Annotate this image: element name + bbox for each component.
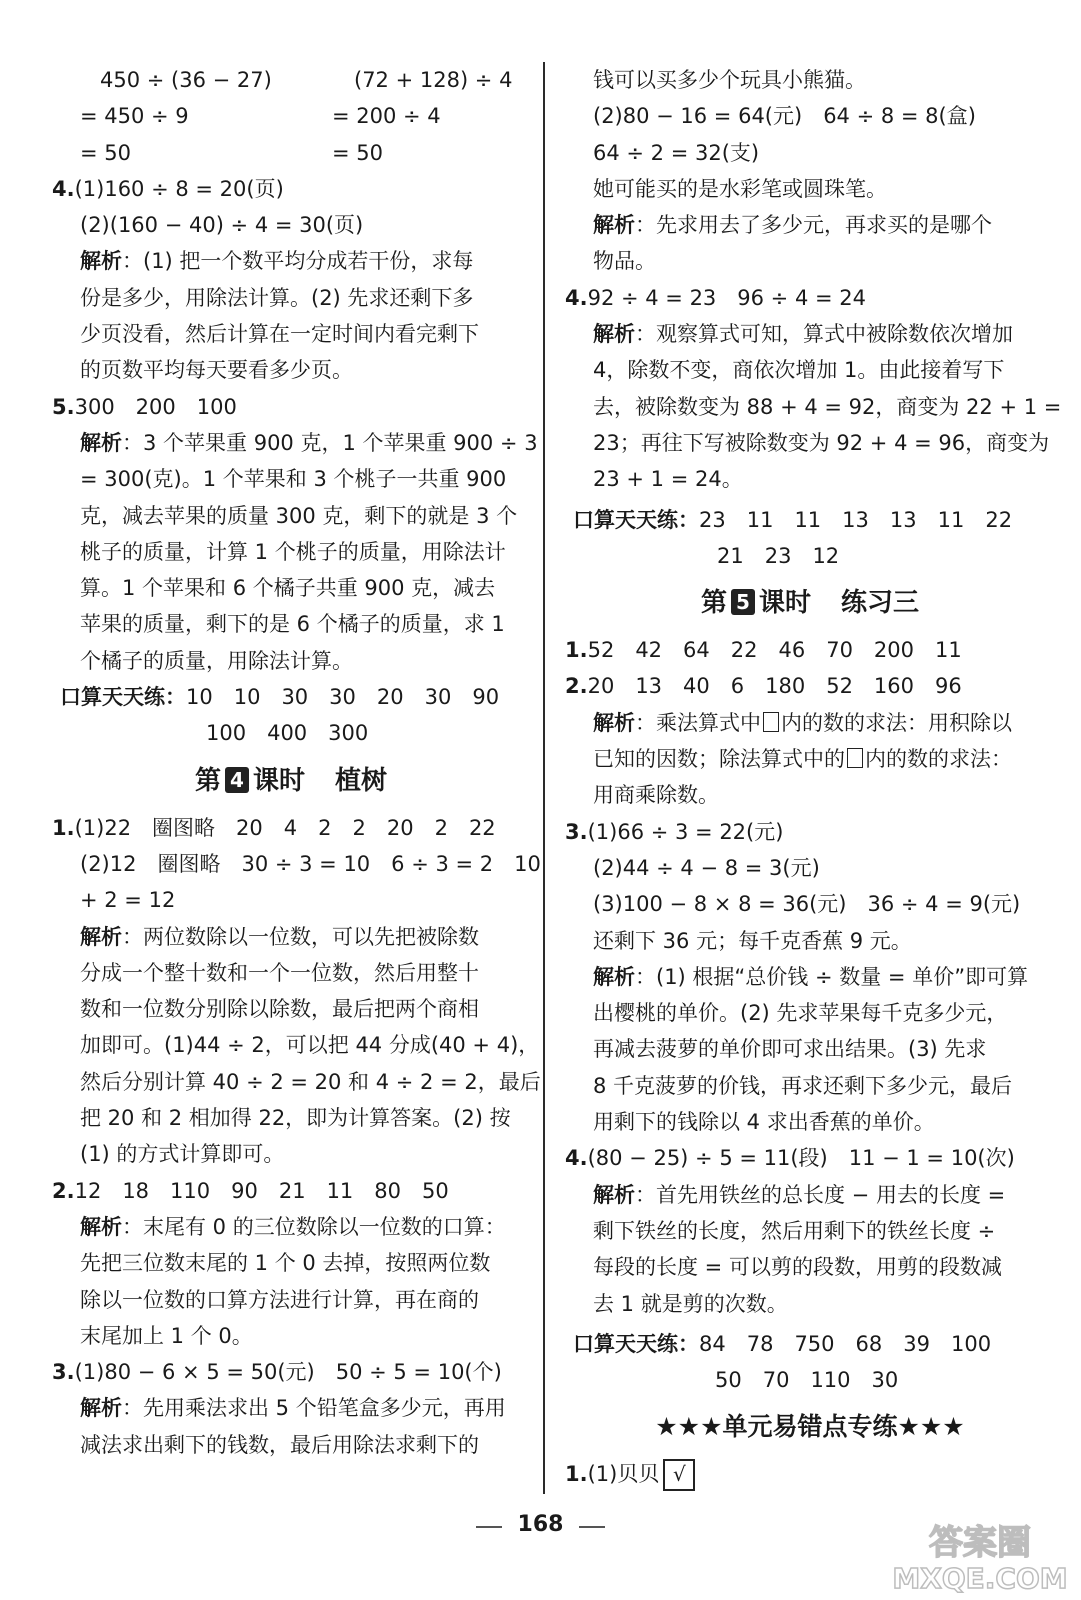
q4-explanation [565, 316, 1055, 352]
explanation-line: 每段的长度 = 可以剪的段数，用剪的段数减 [593, 1255, 1002, 1280]
explanation-line: 苹果的质量，剩下的是 6 个橘子的质量，求 1 [80, 612, 505, 637]
answer-text: 52 42 64 22 46 70 200 11 [587, 638, 962, 663]
calc-row-2 [52, 98, 530, 134]
explanation-line: 算。1 个苹果和 6 个橘子共重 900 克，减去 [80, 576, 496, 601]
explanation-line: 加即可。(1)44 ÷ 2，可以把 44 分成(40 + 4)， [80, 1033, 540, 1058]
answer-line: 她可能买的是水彩笔或圆珠笔。 [593, 176, 887, 201]
q5-explanation [52, 425, 538, 461]
e3-answer-4: 还剩下 36 元；每千克香蕉 9 元。 [593, 928, 912, 953]
calc-a-line: 450 ÷ (36 − 27) [100, 68, 272, 92]
kousuan-values: 10 10 30 30 20 30 90 [186, 685, 500, 710]
question-number: 3. [565, 819, 588, 844]
answer-text: 20 13 40 6 180 52 160 96 [587, 674, 962, 699]
explanation-line: 4，除数不变，商依次增加 1。由此接着写下 [593, 358, 1005, 383]
kousuan-values: 21 23 12 [717, 543, 840, 568]
footer-dash-right [579, 1526, 605, 1528]
e2-explanation [565, 705, 1055, 741]
explanation-line: 先把三位数末尾的 1 个 0 去掉，按照两位数 [80, 1251, 491, 1276]
watermark-line1: 答案圈 [929, 1523, 1031, 1563]
explanation-line: 出樱桃的单价。(2) 先求苹果每千克多少元， [593, 1001, 1008, 1026]
explanation-line: 然后分别计算 40 ÷ 2 = 20 和 4 ÷ 2 = 2，最后 [80, 1069, 541, 1094]
explanation [565, 207, 1055, 243]
jiexi-label: 解析 [593, 1182, 635, 1207]
question-number: 2. [52, 1178, 75, 1203]
calc-b-line: = 50 [332, 140, 383, 165]
checkmark-box-icon: √ [663, 1459, 695, 1491]
explanation-text: 内的数的求法：用积除以 [781, 710, 1012, 735]
column-divider [543, 62, 545, 1494]
explanation-line: 少页没看，然后计算在一定时间内看完剩下 [80, 322, 479, 347]
jiexi-label: 解析 [593, 964, 635, 989]
lesson-number-badge: 5 [731, 589, 755, 615]
jiexi-label: 解析 [80, 1214, 122, 1239]
kousuan-values: 84 78 750 68 39 100 [699, 1331, 992, 1356]
calc-row-3 [52, 135, 530, 171]
explanation-text: ：首先用铁丝的总长度 − 用去的长度 = [635, 1182, 1006, 1207]
explanation-line: 剩下铁丝的长度，然后用剩下的铁丝长度 ÷ [593, 1218, 996, 1243]
continued-line: 钱可以买多少个玩具小熊猫。 [593, 68, 866, 92]
lesson-title: 练习三 [841, 588, 920, 619]
footer-dash-left [476, 1526, 502, 1528]
p1-explanation [52, 919, 530, 955]
explanation-line: = 300(克)。1 个苹果和 3 个桃子一共重 900 [80, 467, 507, 492]
unit-error-heading: ★★★单元易错点专练★★★ [655, 1412, 965, 1442]
jiexi-label: 解析 [80, 924, 122, 949]
kousuan-values: 23 11 11 13 13 11 22 [699, 507, 1013, 532]
answer-text: 12 18 110 90 21 11 80 50 [74, 1178, 449, 1203]
kousuan-values: 50 70 110 30 [715, 1368, 899, 1393]
q5-answer [52, 389, 530, 425]
calc-row-1 [52, 62, 530, 98]
question-number: 2. [565, 674, 588, 699]
explanation-text: ：末尾有 0 的三位数除以一位数的口算： [122, 1214, 506, 1239]
answer-text: (80 − 25) ÷ 5 = 11(段) 11 − 1 = 10(次) [587, 1146, 1015, 1171]
answer-text: (1)贝贝 [587, 1462, 660, 1487]
question-number: 1. [565, 1462, 588, 1487]
calc-a-line: = 50 [80, 140, 131, 165]
explanation-line: 物品。 [593, 249, 656, 274]
explanation-line: 去，被除数变为 88 + 4 = 92，商变为 22 + 1 = [593, 394, 1062, 419]
kousuan-values: 100 400 300 [206, 721, 369, 746]
explanation-line: 减法求出剩下的钱数，最后用除法求剩下的 [80, 1432, 479, 1457]
e3-answer-2: (2)44 ÷ 4 − 8 = 3(元) [593, 855, 820, 880]
e3-answer-1 [565, 814, 1055, 850]
p1-answer-3: + 2 = 12 [80, 888, 176, 913]
heading-keshi: 课时 [252, 765, 305, 796]
calc-a-line: = 450 ÷ 9 [80, 104, 189, 129]
explanation-line: 的页数平均每天要看多少页。 [80, 358, 353, 383]
explanation-text: ：乘法算式中 [635, 710, 761, 735]
explanation-line: 桃子的质量，计算 1 个桃子的质量，用除法计 [80, 539, 506, 564]
explanation-line: 23 + 1 = 24。 [593, 467, 743, 492]
explanation-line: 分成一个整十数和一个一位数，然后用整十 [80, 960, 479, 985]
p1-answer-1 [52, 810, 530, 846]
watermark-logo [885, 1514, 1075, 1596]
kousuan-row-2 [565, 502, 1055, 538]
kousuan-label: 口算天天练： [573, 1331, 699, 1356]
answer-text: 92 ÷ 4 = 23 96 ÷ 4 = 24 [587, 285, 866, 310]
heading-keshi: 课时 [758, 588, 811, 619]
jiexi-label: 解析 [593, 322, 635, 347]
explanation-line: 用剩下的钱除以 4 求出香蕉的单价。 [593, 1110, 935, 1135]
explanation-text: ：先求用去了多少元，再求买的是哪个 [635, 213, 992, 238]
answer-text: 300 200 100 [74, 394, 237, 419]
q4-answer [565, 280, 1055, 316]
answer-text: (1)66 ÷ 3 = 22(元) [587, 819, 784, 844]
explanation-line: 末尾加上 1 个 0。 [80, 1323, 253, 1348]
e1-answer [565, 632, 1055, 668]
explanation-line: 去 1 就是剪的次数。 [593, 1291, 788, 1316]
explanation-line: 除以一位数的口算方法进行计算，再在商的 [80, 1287, 479, 1312]
question-number: 5. [52, 394, 75, 419]
blank-box-icon [847, 748, 863, 768]
right-column [565, 62, 1062, 1493]
answer-text: (1)22 圈图略 20 4 2 2 20 2 22 [74, 815, 496, 840]
jiexi-label: 解析 [80, 249, 122, 274]
explanation-text: ：3 个苹果重 900 克，1 个苹果重 900 ÷ 3 [122, 430, 538, 455]
lesson-number-badge: 4 [225, 767, 249, 793]
explanation-line: 个橘子的质量，用除法计算。 [80, 648, 353, 673]
e3-explanation [565, 959, 1055, 995]
question-number: 4. [52, 176, 75, 201]
explanation-line: 数和一位数分别除以除数，最后把两个商相 [80, 997, 479, 1022]
p3-answer [52, 1354, 530, 1390]
e3-answer-3: (3)100 − 8 × 8 = 36(元) 36 ÷ 4 = 9(元) [593, 892, 1021, 917]
explanation-text: 已知的因数；除法算式中的 [593, 747, 845, 772]
question-number: 4. [565, 285, 588, 310]
calc-b-line: (72 + 128) ÷ 4 [354, 68, 513, 92]
q4-answer-1 [52, 171, 530, 207]
explanation-text: 内的数的求法： [865, 747, 1012, 772]
watermark-line2: MXQE.COM [892, 1562, 1068, 1595]
explanation-text: ：观察算式可知，算式中被除数依次增加 [635, 322, 1013, 347]
question-number: 3. [52, 1360, 75, 1385]
lesson-5-heading [565, 574, 1055, 632]
p1-answer-2: (2)12 圈图略 30 ÷ 3 = 10 6 ÷ 3 = 2 10 [80, 851, 541, 876]
explanation-text: ：(1) 根据“总价钱 ÷ 数量 = 单价”即可算 [635, 964, 1029, 989]
lesson-title: 植树 [335, 765, 388, 796]
blank-box-icon [763, 712, 779, 732]
jiexi-label: 解析 [593, 710, 635, 735]
p2-explanation [52, 1209, 530, 1245]
explanation-line: 克，减去苹果的质量 300 克，剩下的就是 3 个 [80, 503, 518, 528]
kousuan-row-1 [52, 679, 530, 715]
explanation-text: ：(1) 把一个数平均分成若干份，求每 [122, 249, 474, 274]
explanation-line: (1) 的方式计算即可。 [80, 1142, 285, 1167]
left-column [52, 62, 541, 1463]
p2-answer [52, 1173, 530, 1209]
explanation-line [565, 741, 1055, 777]
p3-explanation [52, 1390, 530, 1426]
kousuan-label: 口算天天练： [60, 685, 186, 710]
u1-answer [565, 1456, 1055, 1492]
answer-text: (1)160 ÷ 8 = 20(页) [74, 176, 284, 201]
explanation-line: 23；再往下写被除数变为 92 + 4 = 96，商变为 [593, 430, 1050, 455]
answer-text: (1)80 − 6 × 5 = 50(元) 50 ÷ 5 = 10(个) [74, 1360, 502, 1385]
calc-b-line: = 200 ÷ 4 [332, 104, 441, 129]
explanation-line: 把 20 和 2 相加得 22，即为计算答案。(2) 按 [80, 1106, 511, 1131]
jiexi-label: 解析 [80, 430, 122, 455]
jiexi-label: 解析 [80, 1396, 122, 1421]
q4-explanation [52, 243, 530, 279]
e2-answer [565, 668, 1055, 704]
q4-answer-2: (2)(160 − 40) ÷ 4 = 30(页) [80, 213, 364, 238]
explanation-text: ：先用乘法求出 5 个铅笔盒多少元，再用 [122, 1396, 506, 1421]
heading-prefix: 第 [700, 588, 727, 619]
question-number: 1. [565, 638, 588, 663]
question-number: 1. [52, 815, 75, 840]
e4-answer [565, 1140, 1055, 1176]
kousuan-label: 口算天天练： [573, 507, 699, 532]
answer-line: 64 ÷ 2 = 32(支) [593, 140, 760, 165]
explanation-line: 用商乘除数。 [593, 783, 719, 808]
explanation-line: 8 千克菠萝的价钱，再求还剩下多少元，最后 [593, 1073, 1013, 1098]
explanation-text: ：两位数除以一位数，可以先把被除数 [122, 924, 479, 949]
explanation-line: 份是多少，用除法计算。(2) 先求还剩下多 [80, 285, 474, 310]
question-number: 4. [565, 1146, 588, 1171]
lesson-4-heading [52, 752, 530, 810]
kousuan-row-3 [565, 1326, 1055, 1362]
e4-explanation [565, 1177, 1055, 1213]
jiexi-label: 解析 [593, 213, 635, 238]
page-number: 168 [517, 1512, 564, 1537]
answer-line: (2)80 − 16 = 64(元) 64 ÷ 8 = 8(盒) [593, 104, 976, 129]
heading-prefix: 第 [194, 765, 221, 796]
explanation-line: 再减去菠萝的单价即可求出结果。(3) 先求 [593, 1037, 987, 1062]
